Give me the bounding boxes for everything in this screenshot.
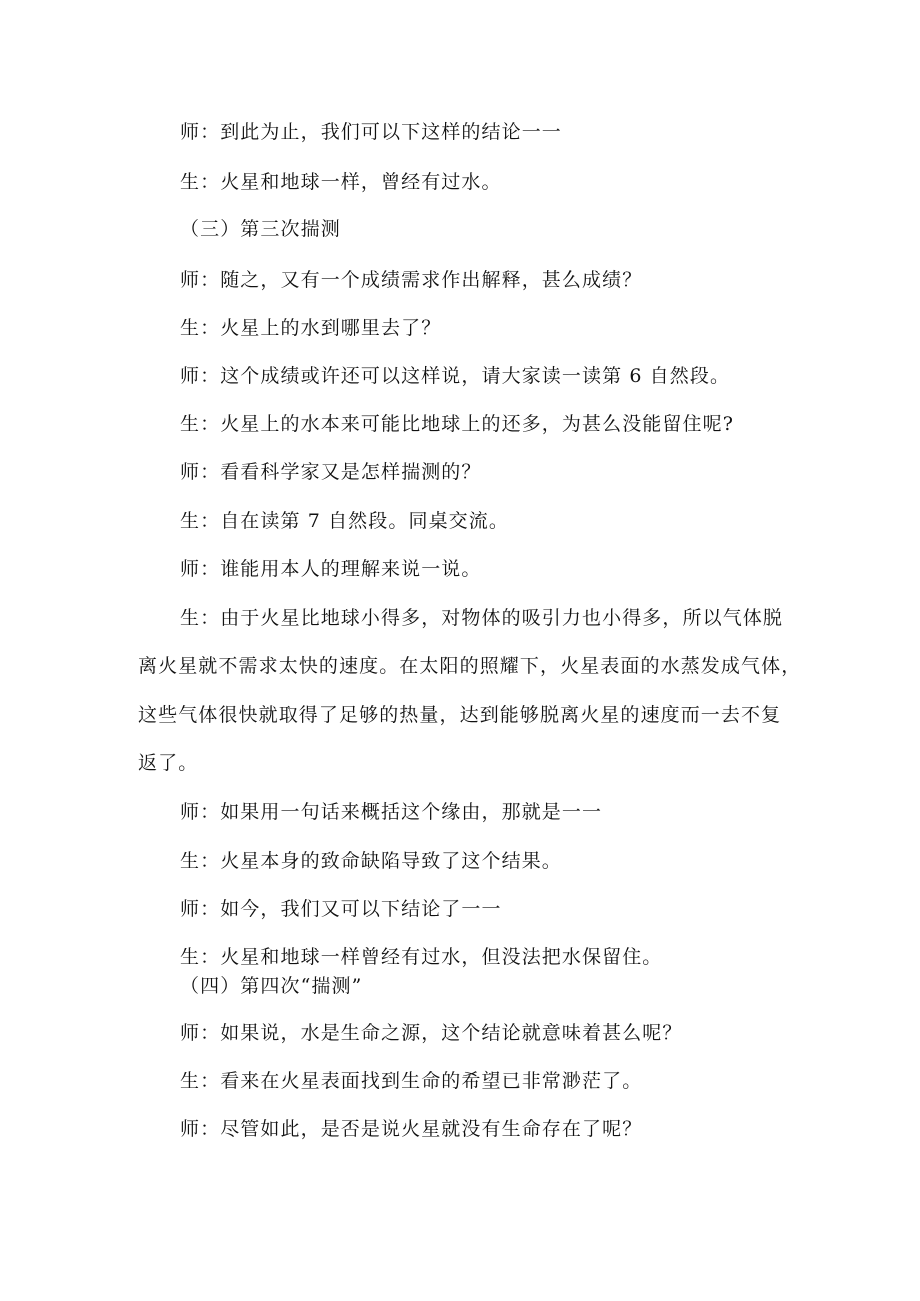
paragraph-student-defect: 生：火星本身的致命缺陷导致了这个结果。 — [180, 850, 562, 872]
paragraph-teacher-question: 师：随之，又有一个成绩需求作出解释，甚么成绩？ — [180, 269, 643, 291]
paragraph-teacher-explain: 师：谁能用本人的理解来说一说。 — [180, 558, 482, 580]
paragraph-student-read-7: 生：自在读第 7 自然段。同桌交流。 — [180, 510, 509, 532]
paragraph-teacher-source-of-life: 师：如果说，水是生命之源，这个结论就意味着甚么呢？ — [180, 1022, 683, 1044]
paragraph-student-had-water: 生：火星和地球一样，曾经有过水。 — [180, 171, 502, 193]
paragraph-teacher-conclusion: 师：到此为止，我们可以下这样的结论一一 — [180, 121, 562, 143]
paragraph-student-explanation-line3: 这些气体很快就取得了足够的热量，达到能够脱离火星的速度而一去不复 — [138, 704, 782, 726]
paragraph-student-where-water: 生：火星上的水到哪里去了？ — [180, 317, 442, 339]
paragraph-teacher-scientists: 师：看看科学家又是怎样揣测的？ — [180, 461, 482, 483]
paragraph-student-hope: 生：看来在火星表面找到生命的希望已非常渺茫了。 — [180, 1070, 643, 1092]
paragraph-student-could-not-keep: 生：火星和地球一样曾经有过水，但没法把水保留住。 — [180, 946, 663, 968]
paragraph-teacher-now: 师：如今，我们又可以下结论了一一 — [180, 898, 502, 920]
paragraph-teacher-summary: 师：如果用一句话来概括这个缘由，那就是一一 — [180, 801, 603, 823]
paragraph-student-more-water: 生：火星上的水本来可能比地球上的还多，为甚么没能留住呢? — [180, 413, 734, 435]
section-heading-third-guess: （三）第三次揣测 — [180, 218, 341, 240]
paragraph-teacher-no-life: 师：尽管如此，是否是说火星就没有生命存在了呢？ — [180, 1118, 643, 1140]
paragraph-teacher-read-6: 师：这个成绩或许还可以这样说，请大家读一读第 6 自然段。 — [180, 365, 731, 387]
paragraph-student-explanation-line1: 生：由于火星比地球小得多，对物体的吸引力也小得多，所以气体脱 — [180, 607, 784, 629]
section-heading-fourth-guess: （四）第四次“揣测” — [180, 975, 363, 997]
paragraph-student-explanation-line4: 返了。 — [138, 752, 199, 774]
paragraph-student-explanation-line2: 离火星就不需求太快的速度。在太阳的照耀下，火星表面的水蒸发成气体， — [138, 655, 802, 677]
